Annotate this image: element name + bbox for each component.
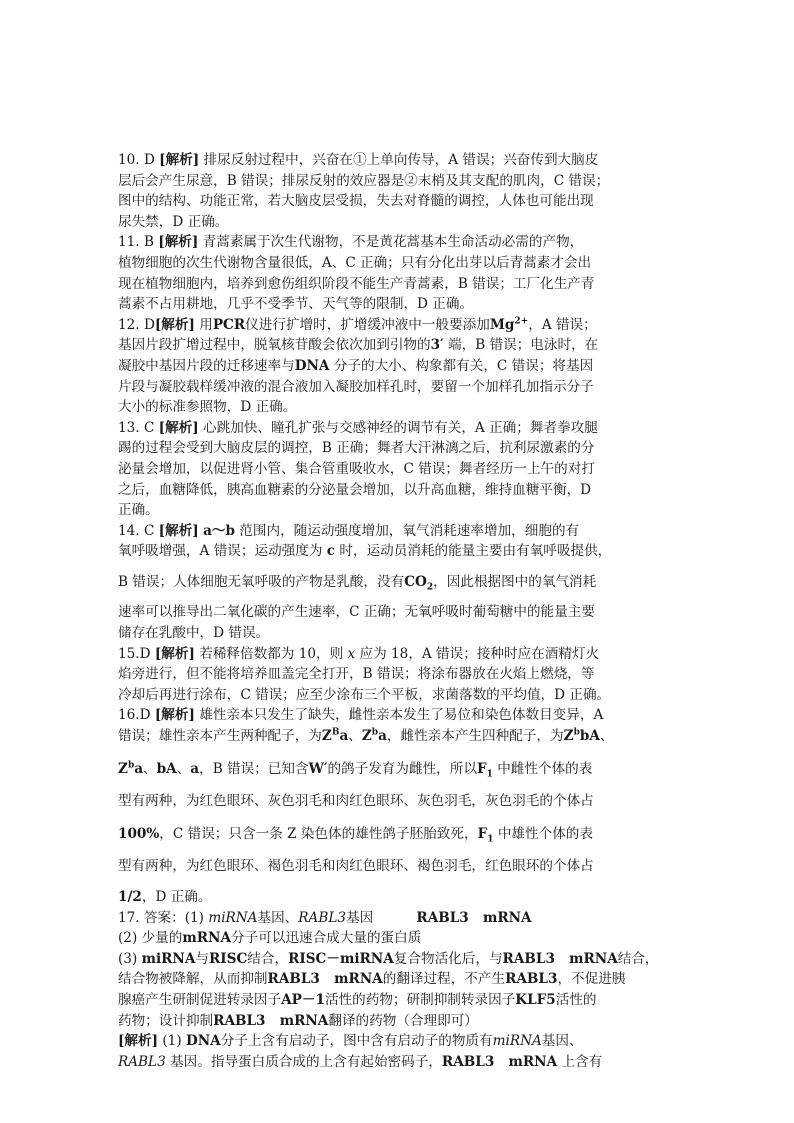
answer-16-cont4: 型有两种，为红色眼环、褐色羽毛和肉红色眼环、褐色羽毛，红色眼环的个体占 bbox=[118, 858, 594, 875]
answer-16-cont2: 型有两种，为红色眼环、灰色羽毛和肉红色眼环、灰色羽毛，灰色羽毛的个体占 bbox=[118, 793, 594, 810]
answer-11: 11. B [解析] 青蒿素属于次生代谢物，不是黄花蒿基本生命活动必需的产物， 植物细胞的次生代谢物含量很低，A、C 正确；只有分化出芽以后青蒿素才会出 现在植物细胞内，培养到愈伤组织阶段不能生产青蒿素，B 错误；工厂化生产青 蒿素不占用耕地，几乎不受季节、天气等的限制，D 正确。 bbox=[118, 234, 595, 313]
answer-17: 17. 答案：(1) miRNA基因、RABL3基因 RABL3 mRNA (2) 少量的mRNA分子可以迅速合成大量的蛋白质 (3) miRNA与RISC结合，RISC－miRNA复合物活化后，与RABL3 mRNA结合， 结合物被降解，从而抑制RABL3 mRNA的翻译过程，不产生RABL3，不促进胰 腺癌产生研制促进转录因子AP－1活性的药物；研制抑制转录因子KLF5活性的 药物；设计抑制RABL3 mRNA翻译的药物（合理即可） [解析] (1) DNA分子上含有启动子，图中含有启动子的物质有miRNA基因、 RABL3 基因。指导蛋白质合成的上含有起始密码子，RABL3 mRNA 上含有 bbox=[118, 909, 659, 1070]
answer-16-cont5: 1/2，D 正确。 bbox=[118, 889, 212, 905]
answer-page bbox=[118, 150, 678, 1072]
answer-15: 15.D [解析] 若稀释倍数都为 10，则 x 应为 18，A 错误；接种时应在酒精灯火 焰旁进行，但不能将培养皿盖完全打开，B 错误；将涂布器放在火焰上燃烧，等 冷却后再进行涂布，C 错误；应至少涂布三个平板，求菌落数的平均值，D 正确。 bbox=[118, 645, 611, 703]
answer-12: 12. D[解析] 用PCR仪进行扩增时，扩增缓冲液中一般要添加$Mg^{2+}$，A 错误； 基因片段扩增过程中，脱氧核苷酸会依次加到引物的3′ 端，B 错误；电泳时，在 凝胶中基因片段的迁移速率与DNA 分子的大小、构象都有关，C 错误；将基因 片段与凝胶载样缓冲液的混合液加入凝胶加样孔时，要留一个加样孔加指示分子 大小的标准参照物，D 正确。 bbox=[118, 316, 599, 416]
answer-14-cont: B 错误；人体细胞无氧呼吸的产物是乳酸，没有$CO_2$，因此根据图中的氧气消耗 bbox=[118, 573, 597, 593]
answer-14: 14. C [解析] a～b 范围内，随运动强度增加，氧气消耗速率增加，细胞的有 氧呼吸增强，A 错误；运动强度为 c 时，运动员消耗的能量主要由有氧呼吸提供， bbox=[118, 522, 612, 560]
answer-16: 16.D [解析] 雄性亲本只发生了缺失，雌性亲本发生了易位和染色体数目变异，A 错误；雄性亲本产生两种配子，为$Z^Ba$、$Z^ba$，雌性亲本产生四种配子，为$Z^bbA$、 bbox=[118, 707, 614, 745]
answer-16-cont: $Z^ba$、bA、a，B 错误；已知含W′的鸽子发育为雌性，所以$F_1$ 中雌性个体的表 bbox=[118, 760, 593, 780]
answer-10: 10. D [解析] 排尿反射过程中，兴奋在①上单向传导，A 错误；兴奋传到大脑皮 层后会产生尿意，B 错误；排尿反射的效应器是②末梢及其支配的肌肉，C 错误； 图中的结构、功能正常，若大脑皮层受损，失去对脊髓的调控，人体也可能出现 尿失禁，D 正确。 bbox=[118, 152, 610, 230]
answer-14-cont2: 速率可以推导出二氧化碳的产生速率，C 正确；无氧呼吸时葡萄糖中的能量主要 储存在乳酸中，D 错误。 bbox=[118, 604, 595, 642]
answer-16-cont3: 100%，C 错误；只含一条 Z 染色体的雄性鸽子胚胎致死，$F_1$ 中雄性个体的表 bbox=[118, 825, 593, 845]
answer-13: 13. C [解析] 心跳加快、瞳孔扩张与交感神经的调节有关，A 正确；舞者拳攻腿 踢的过程会受到大脑皮层的调控，B 正确；舞者大汗淋漓之后，抗利尿激素的分 泌量会增加，以促进肾小管、集合管重吸收水，C 错误；舞者经历一上午的对打 之后，血糖降低，胰高血糖素的分泌量会增加，以升高血糖，维持血糖平衡，D 正确。 bbox=[118, 419, 598, 519]
